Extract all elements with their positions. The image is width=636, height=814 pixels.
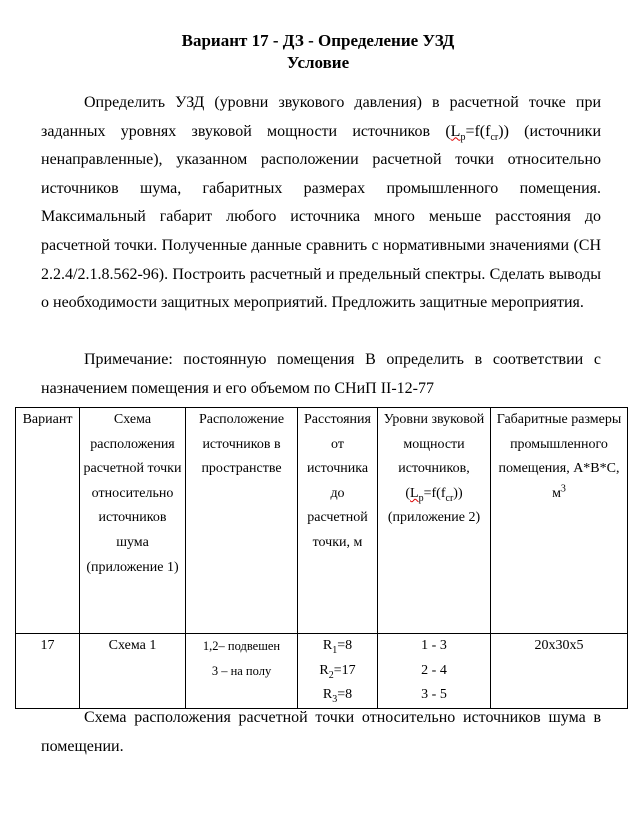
- text: Уровни звуковой мощности источников,: [383, 412, 485, 477]
- level: 2 - 4: [421, 662, 447, 678]
- text: )): [453, 485, 463, 501]
- distance: [300, 659, 375, 684]
- header-cell: Уровни звуковой мощности источников, $(L_p=f(f_{cr}))$ (приложение 2): [378, 408, 491, 634]
- formula-l: [450, 122, 466, 143]
- formula-l: [410, 485, 424, 504]
- header-cell: [491, 408, 628, 634]
- text: Определить УЗД (уровни звукового давления) в расчетной точке при заданных уровнях звуковой мощности источников (: [41, 94, 601, 140]
- text: p: [418, 492, 424, 504]
- text: 1: [332, 644, 338, 656]
- header-cell: Расстояния от источника до расчетной точки, м: [298, 408, 378, 634]
- text: =8: [337, 687, 353, 703]
- variant-table: [15, 407, 628, 709]
- text: )) (источники ненаправленные), указанном расположении расчетной точки относительно источников шума, габаритных размерах промышленного помещения. Максимальный габарит любого источника много меньше расстояния до расчетной точки. Полученные данные сравнить с нормативными значениями (СН 2.2.4/2.1.8.562-96). Построить расчетный и предельный спектры. Сделать выводы о необходимости защитных мероприятий. Предложить защитные мероприятия.: [41, 122, 602, 312]
- header-cell: Схема расположения расчетной точки относительно источников шума (приложение 1): [80, 408, 186, 634]
- page-subtitle: Условие: [286, 53, 350, 72]
- text: cr: [445, 492, 454, 504]
- cell-scheme: Схема 1: [80, 634, 186, 709]
- distance: [300, 634, 375, 659]
- text: R: [322, 638, 333, 653]
- text: 3: [560, 483, 566, 495]
- text: (приложение 2): [387, 510, 481, 526]
- caption-paragraph: Схема расположения расчетной точки относительно источников шума в помещении.: [41, 709, 601, 755]
- note-paragraph: Примечание: постоянную помещения В определить в соответствии с назначением помещения и его объемом по СНиП II-12-77: [41, 351, 601, 397]
- text: L: [450, 122, 461, 140]
- table-row: [16, 634, 628, 709]
- level: 1 - 3: [421, 638, 447, 653]
- level: 3 - 5: [421, 687, 447, 703]
- cell-placement: [186, 634, 298, 709]
- cell-variant: 17: [16, 634, 80, 709]
- cell-distances: [298, 634, 378, 709]
- text: =f(f: [465, 122, 491, 140]
- header-cell: Расположение источников в пространстве: [186, 408, 298, 634]
- page-title: Вариант 17 - ДЗ - Определение УЗД: [181, 31, 455, 50]
- text: 1,2– подвешен: [202, 639, 281, 653]
- table-header-row: [16, 408, 628, 634]
- cell-levels: [378, 634, 491, 709]
- text: L: [410, 485, 419, 501]
- condition-paragraph: [41, 89, 601, 318]
- text: p: [460, 131, 466, 143]
- text: 2: [328, 669, 334, 681]
- text: cr: [490, 131, 499, 143]
- text: 3: [332, 693, 338, 705]
- text: Габаритные размеры промышленного помещения, А*В*С, м: [496, 412, 622, 501]
- text: =8: [337, 638, 353, 653]
- cell-dimensions: 20x30x5: [491, 634, 628, 709]
- text: =17: [333, 662, 356, 678]
- header-cell: Вариант: [16, 408, 80, 634]
- text: 3 – на полу: [211, 663, 272, 678]
- text: =f(f: [423, 485, 446, 501]
- text: R: [319, 662, 329, 678]
- text: R: [322, 687, 333, 703]
